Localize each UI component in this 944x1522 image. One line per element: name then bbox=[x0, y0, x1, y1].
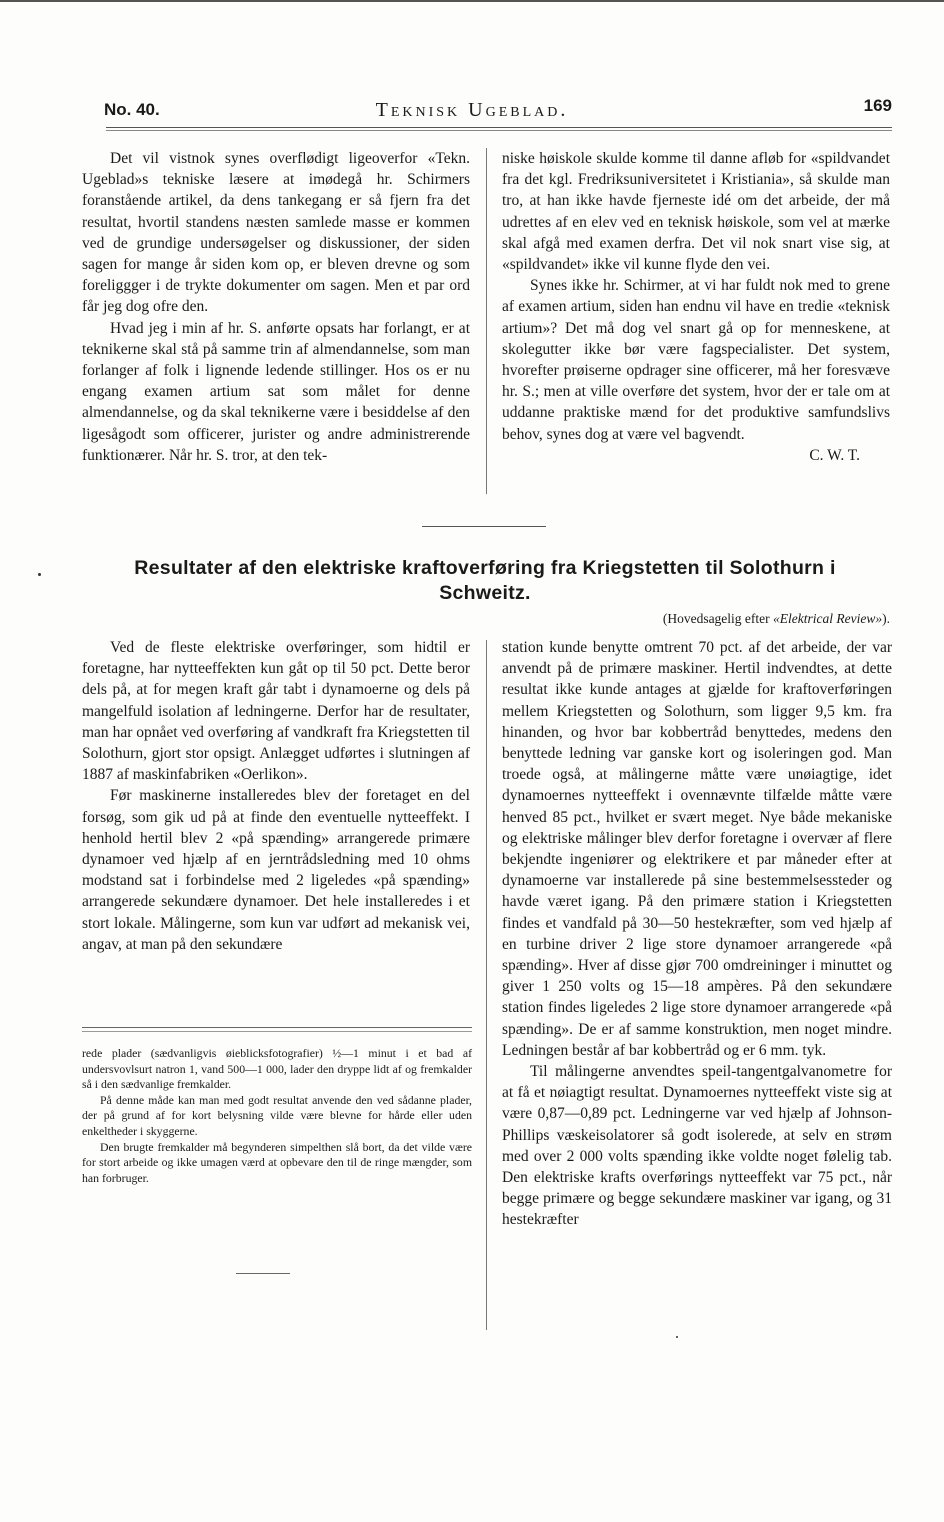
footnote-end-separator bbox=[236, 1273, 290, 1274]
paragraph: Synes ikke hr. Schirmer, at vi har fuldt nok med to grene af examen artium, siden han endnu vil have en tredie «teknisk artium»? Det må dog vel snart gå op for menneskene, at skolegutter ikke bør være fagspecialister. Det system, hvorefter prøiserne opdrager sine officerer, må her foresvæve hr. S.; men at ville overføre det system, hvor der er tale om at uddanne praktiske mænd for det produktive samfundslivs behov, synes dog at være vel bagvendt. bbox=[502, 277, 890, 443]
previous-article-column-2 bbox=[502, 148, 890, 466]
paragraph: Ved de fleste elektriske overføringer, som hidtil er foretagne, har nytteeffekten kun gåt op til 50 pct. Dette beror dels på, at for megen kraft går tabt i dynamoerne og dels på mangelfuld isolation af ledningerne. Derfor har de resultater, man har opnået ved overføring af vandkraft fra Kriegstetten til Solothurn, gjort stor opsigt. Anlægget udførtes i slutningen af 1887 af maskinfabriken «Oerlikon». bbox=[82, 639, 470, 784]
footnote-rule bbox=[82, 1027, 472, 1028]
footnote-paragraph: rede plader (sædvanligvis øieblicksfotografier) ½—1 minut i et bad af undersvovlsurt natron 1, vand 500—1 000, lader den dryppe lidt af og fremkalder så i den sædvanlige fremkalder. bbox=[82, 1046, 472, 1092]
margin-mark bbox=[38, 573, 41, 576]
paragraph: Til målingerne anvendtes speil-tangentgalvanometre for at få et nøiagtigt resultat. Dynamoernes nytteeffekt viste sig at være 0,87—0,89 pct. Ledningerne var ved hjælp af Johnson-Phillips væskeisolatorer så godt isolerede, at selv en strøm med over 2 000 volts spænding ikke voldte noget følelig tab. Den elektriske krafts overførings nytteeffekt var 75 pct., når begge primære og begge sekundære maskiner var igang, og 31 hestekræfter bbox=[502, 1063, 892, 1229]
previous-article-column-1 bbox=[82, 148, 470, 466]
paragraph: Det vil vistnok synes overflødigt ligeoverfor «Tekn. Ugeblad»s tekniske læsere at imødegå hr. Schirmers foranstående artikel, da dens tankegang er så fjern fra det resultat, hvortil standens næsten samlede masse er kommen ved de grundige undersøgelser og diskussioner, der siden sagen for mange år siden kom op, er bleven drevne og som foreliggger i de trykte dokumenter om sagen. Men et par ord får jeg dog ofre den. bbox=[82, 150, 470, 316]
issue-number: No. 40. bbox=[104, 100, 160, 119]
journal-title: Teknisk Ugeblad. bbox=[375, 99, 569, 121]
page-number: 169 bbox=[863, 96, 892, 115]
paragraph: Hvad jeg i min af hr. S. anførte opsats har forlangt, er at teknikerne skal stå på samme trin af almendannelse, som man forlanger af folk i lignende ledende stillinger. Hos os er nu engang examen artium sat som målet for denne almendannelse, og da skal teknikerne være i besiddelse af den ligesågodt som officerer, jurister og andre administrerende funktionærer. Når hr. S. tror, at den tek- bbox=[82, 319, 470, 464]
paragraph: station kunde benytte omtrent 70 pct. af det arbeide, der var anvendt på de primære maskiner. Hertil indvendtes, at dette resultat ikke kunde antages at gjælde for kraftoverføringen mellem Kriegstetten og Solothurn, som ligger 9,5 km. fra hinanden, og hvor bar kobbertråd benyttedes, medens den benyttede ledning var ganske kort og isoleringen god. Man troede også, at målingerne måtte være unøiagtige, idet dynamoernes nytteeffekt i ovennævnte tilfælde måtte være henved 85 pct., hvilket er svært meget. Nye både mekaniske og elektriske målinger blev derfor foretagne i overvær af flere bekjendte ingeniører og elektrikere et par måneder efter at dynamoerne var installerede på sine bestemmelsessteder og havde været igang. På den primære station i Kriegstetten findes et vandfald på 30—50 hestekræfter, som ved hjælp af en turbine driver 2 lige store dynamoer arrangerede «på spænding». Hver af disse gjør 700 omdreininger i minuttet og giver 1 250 volts og 15—18 ampères. På den sekundære station findes ligeledes 2 lige store dynamoer arrangerede «på spænding». De er af samme konstruktion, men noget mindre. Ledningen består af bar kobbertråd og er 6 mm. tyk. bbox=[502, 639, 892, 1059]
column-divider bbox=[486, 148, 487, 494]
top-border-rule bbox=[0, 0, 944, 2]
footnote-paragraph: Den brugte fremkalder må begynderen simpelthen slå bort, da det vilde være for stort arbeide og ikke umagen værd at opbevare den til de ringe mængder, som han forbruger. bbox=[82, 1139, 472, 1185]
article-source: (Hovedsagelig efter «Elektrical Review»). bbox=[662, 611, 890, 626]
column-divider bbox=[486, 640, 487, 1330]
paragraph: Før maskinerne installeredes blev der foretaget en del forsøg, som gik ud på at finde den eventuelle nytteeffekt. I henhold hertil blev 2 «på spænding» arrangerede primære dynamoer ved hjælp af en jerntrådsledning med 10 ohms modstand sat i forbindelse med 2 ligeledes «på spænding» arrangerede sekundære dynamoer. Det hele installeredes i et stort lokale. Målingerne, som kun var udført ad mekanisk vei, angav, at man på den sekundære bbox=[82, 787, 470, 953]
header-rule bbox=[106, 127, 892, 131]
footnote-rule bbox=[82, 1031, 472, 1032]
section-separator bbox=[422, 526, 546, 527]
margin-mark bbox=[676, 1336, 678, 1338]
article-title: Resultater af den elektriske kraftoverføring fra Kriegstetten til Solothurn i Schweitz. bbox=[134, 557, 836, 604]
paragraph: niske høiskole skulde komme til danne afløb for «spildvandet fra det kgl. Fredriksuniversitetet i Kristiania», så skulde man tro, at han ikke havde fjerneste idé om det arbeide, der må udrettes af en elev ved en teknisk høiskole, som vel at mærke skal afgå med examen derfra. Det vil nok snart vise sig, at «spildvandet» ikke vil kunne flyde den vei. bbox=[502, 150, 890, 274]
footnote-paragraph: På denne måde kan man med godt resultat anvende den ved sådanne plader, der på grund af for kort belysning vilde være blevne for hårde eller uden enkeltheder i skyggerne. bbox=[82, 1092, 472, 1138]
article-column-2 bbox=[502, 637, 892, 1231]
author-signature: C. W. T. bbox=[809, 446, 860, 464]
footnote-block bbox=[82, 1046, 472, 1186]
article-column-1 bbox=[82, 637, 470, 955]
